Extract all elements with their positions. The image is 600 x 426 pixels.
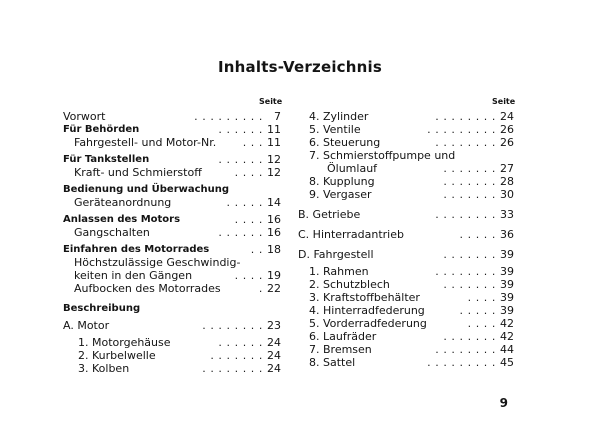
- toc-entry: Kraft- und Schmierstoff .... 12: [74, 166, 281, 179]
- toc-left-column: [63, 110, 281, 375]
- toc-entry: A. Motor ........ 23: [63, 319, 281, 332]
- toc-entry: D. Fahrgestell ....... 39: [298, 248, 514, 261]
- toc-entry: 4. Hinterradfederung ..... 39: [309, 304, 514, 317]
- toc-entry: Aufbocken des Motorrades . 22: [74, 282, 281, 295]
- page-column-label-left: Seite: [259, 97, 283, 106]
- toc-entry: 3. Kolben ........ 24: [78, 362, 281, 375]
- toc-entry: Einfahren des Motorrades .. 18: [63, 243, 281, 256]
- toc-entry: 6. Steuerung ........ 26: [309, 136, 514, 149]
- toc-entry: Geräteanordnung ..... 14: [74, 196, 281, 209]
- page-column-label-right: Seite: [492, 97, 516, 106]
- toc-entry: Vorwort ......... 7: [63, 110, 281, 123]
- toc-entry: B. Getriebe ........ 33: [298, 208, 514, 221]
- page-title: Inhalts-Verzeichnis: [218, 58, 382, 76]
- toc-entry: Ölumlauf ....... 27: [327, 162, 514, 175]
- toc-entry: Bedienung und Überwachung: [63, 184, 230, 195]
- toc-entry: C. Hinterradantrieb ..... 36: [298, 228, 514, 241]
- toc-entry: Gangschalten ...... 16: [74, 226, 281, 239]
- toc-entry: 4. Zylinder ........ 24: [309, 110, 514, 123]
- toc-entry: keiten in den Gängen .... 19: [74, 269, 281, 282]
- toc-entry: 1. Rahmen ........ 39: [309, 265, 514, 278]
- toc-entry: 2. Kurbelwelle ....... 24: [78, 349, 281, 362]
- toc-entry: Für Tankstellen ...... 12: [63, 153, 281, 166]
- toc-entry: 7. Schmierstoffpumpe und: [309, 149, 456, 162]
- toc-entry: 6. Laufräder ....... 42: [309, 330, 514, 343]
- toc-entry: 5. Vorderradfederung .... 42: [309, 317, 514, 330]
- toc-entry: Höchstzulässige Geschwindig-: [74, 256, 241, 269]
- toc-entry: Für Behörden ...... 11: [63, 123, 281, 136]
- toc-entry: 5. Ventile ......... 26: [309, 123, 514, 136]
- toc-right-column: [298, 110, 514, 369]
- toc-entry: 3. Kraftstoffbehälter .... 39: [309, 291, 514, 304]
- toc-entry: Fahrgestell- und Motor-Nr. ... 11: [74, 136, 281, 149]
- toc-entry: Anlassen des Motors .... 16: [63, 213, 281, 226]
- toc-entry: 8. Sattel ......... 45: [309, 356, 514, 369]
- toc-entry: 1. Motorgehäuse ...... 24: [78, 336, 281, 349]
- toc-entry: 2. Schutzblech ....... 39: [309, 278, 514, 291]
- toc-entry: 7. Bremsen ........ 44: [309, 343, 514, 356]
- toc-entry: Beschreibung: [63, 303, 141, 314]
- toc-entry: 9. Vergaser ....... 30: [309, 188, 514, 201]
- page-number: 9: [499, 396, 508, 410]
- toc-entry: 8. Kupplung ....... 28: [309, 175, 514, 188]
